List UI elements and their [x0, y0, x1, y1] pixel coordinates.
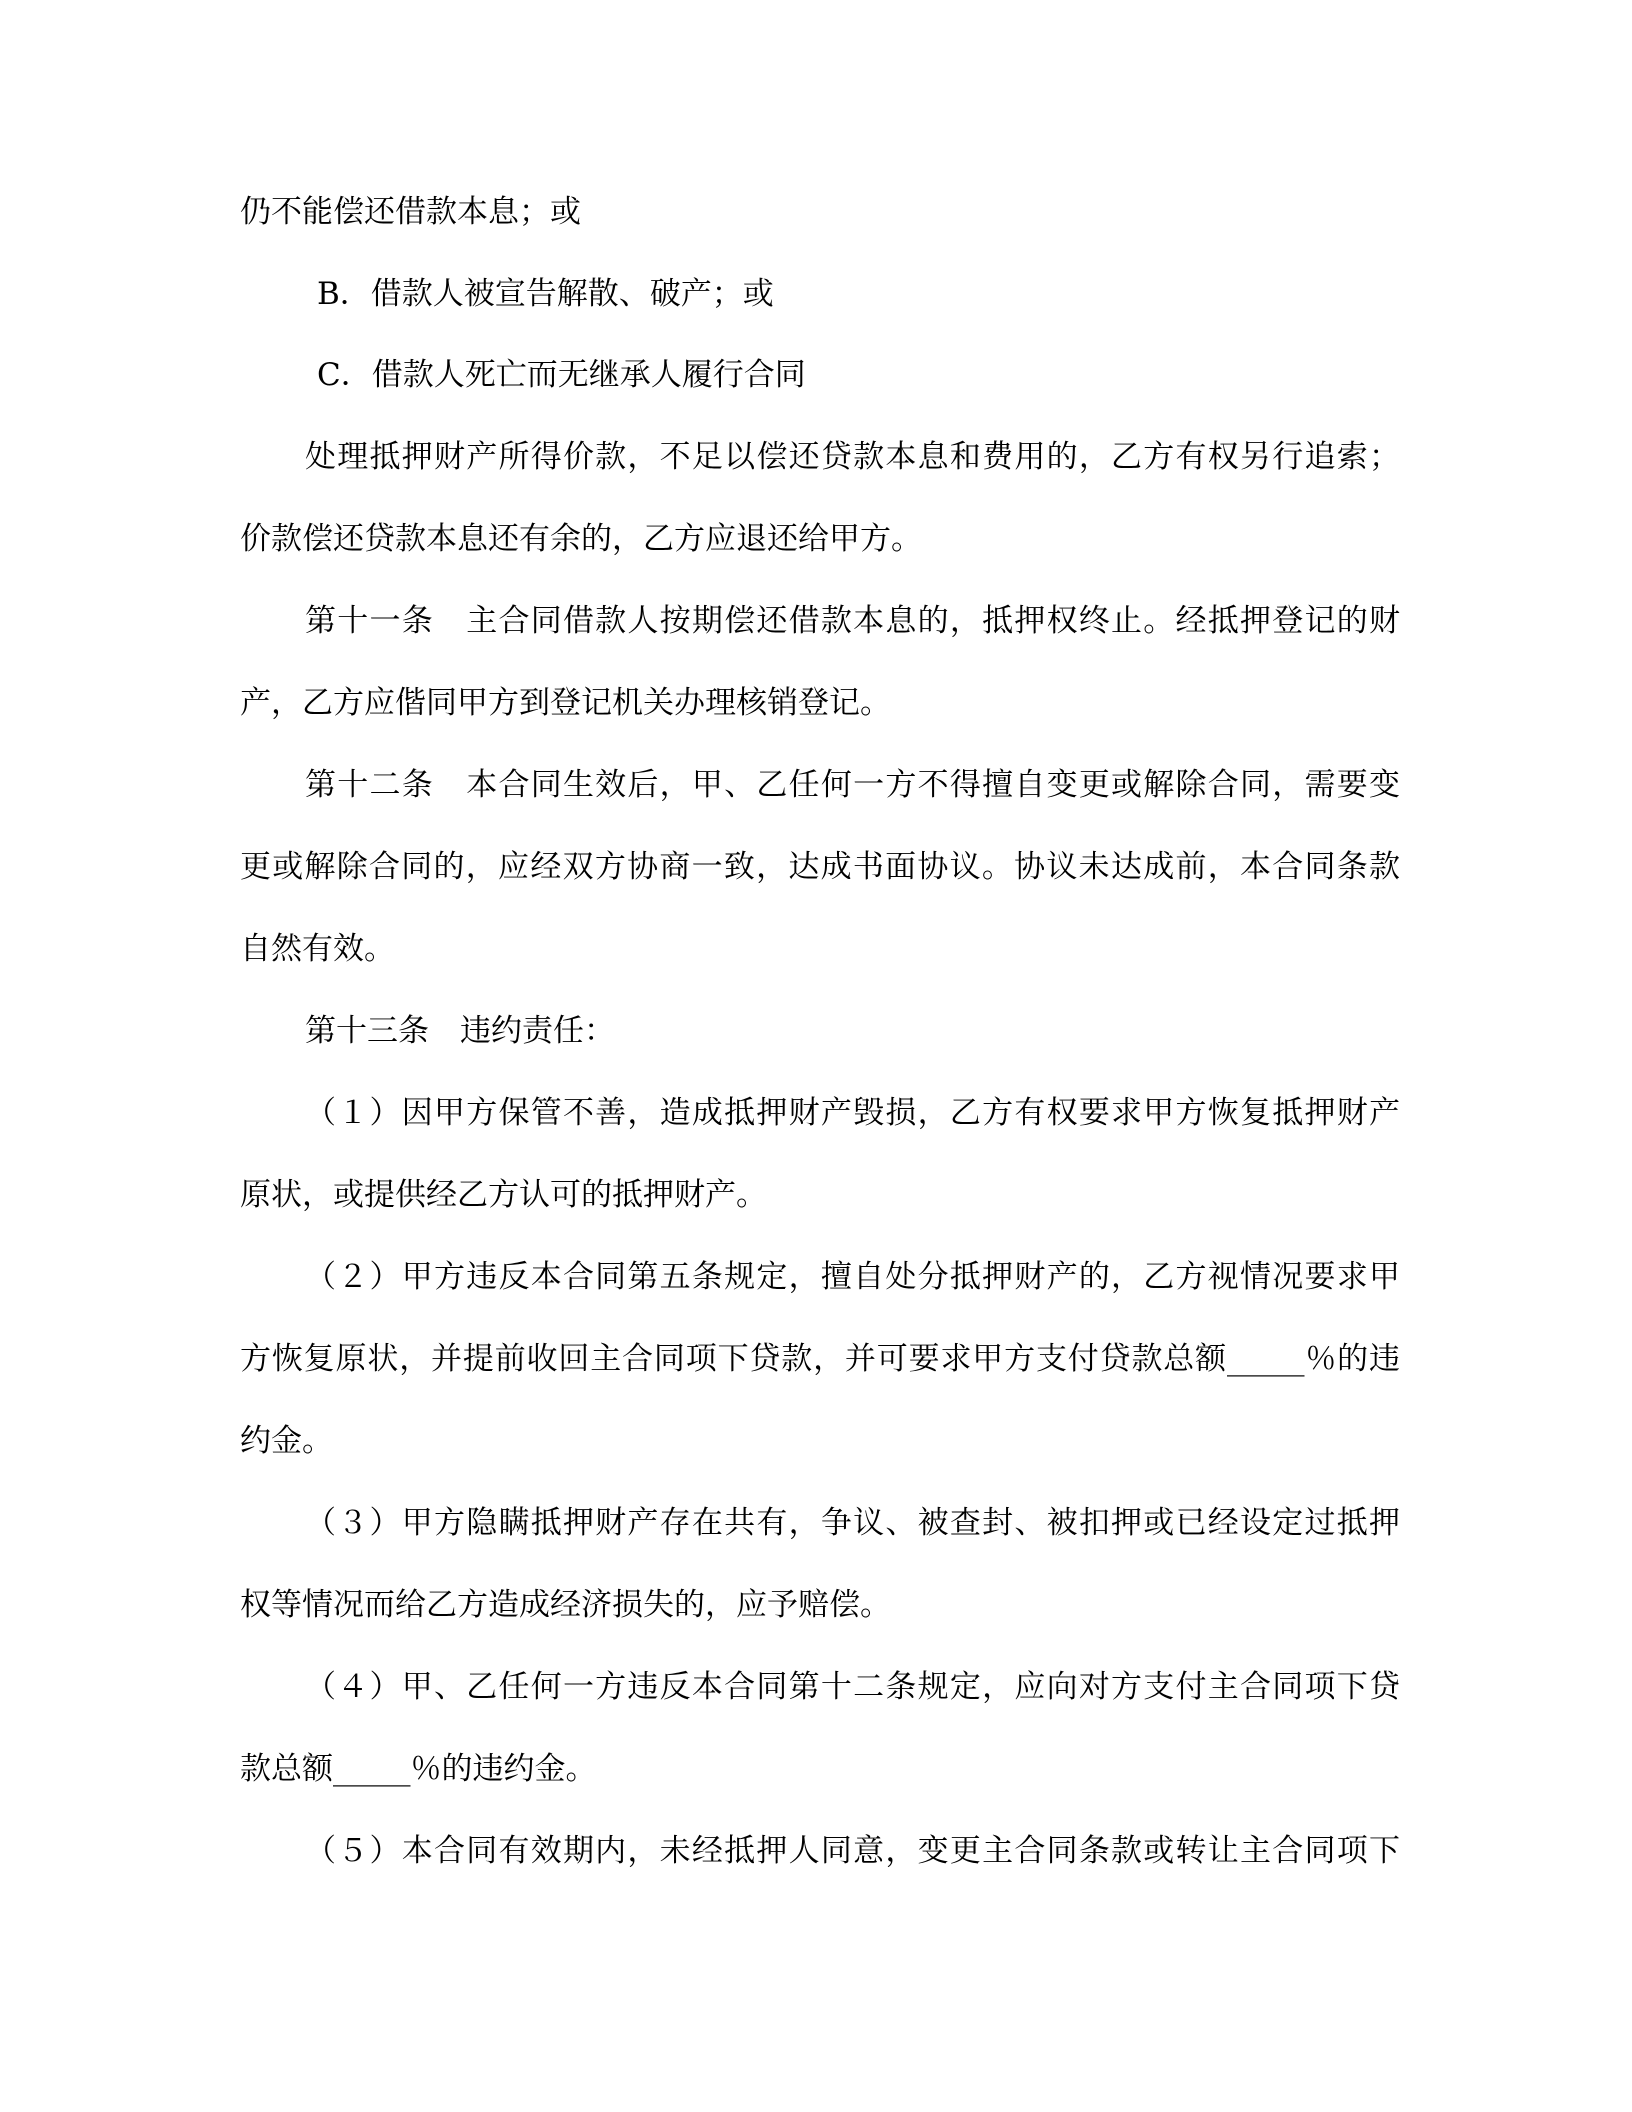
- text-line-13: 原状，或提供经乙方认可的抵押财产。: [240, 1177, 767, 1213]
- text-line-16: 约金。: [240, 1423, 333, 1459]
- text-line-19: （４）甲、乙任何一方违反本合同第十二条规定，应向对方支付主合同项下贷: [305, 1669, 1400, 1705]
- text-line-7: 产，乙方应偕同甲方到登记机关办理核销登记。: [240, 685, 891, 721]
- text-line-10: 自然有效。: [240, 931, 395, 967]
- text-line-17: （３）甲方隐瞒抵押财产存在共有，争议、被查封、被扣押或已经设定过抵押: [305, 1505, 1400, 1541]
- text-line-14: （２）甲方违反本合同第五条规定，擅自处分抵押财产的，乙方视情况要求甲: [305, 1259, 1400, 1295]
- text-line-12: （１）因甲方保管不善，造成抵押财产毁损，乙方有权要求甲方恢复抵押财产: [305, 1095, 1400, 1131]
- text-line-20: 款总额_____％的违约金。: [240, 1751, 597, 1787]
- text-line-2: B．借款人被宣告解散、破产；或: [317, 276, 774, 312]
- text-line-8: 第十二条 本合同生效后，甲、乙任何一方不得擅自变更或解除合同，需要变: [305, 767, 1400, 803]
- text-line-1: 仍不能偿还借款本息；或: [240, 194, 581, 230]
- text-line-6: 第十一条 主合同借款人按期偿还借款本息的，抵押权终止。经抵押登记的财: [305, 603, 1400, 639]
- text-line-9: 更或解除合同的，应经双方协商一致，达成书面协议。协议未达成前，本合同条款: [240, 849, 1400, 885]
- text-line-21: （５）本合同有效期内，未经抵押人同意，变更主合同条款或转让主合同项下: [305, 1833, 1400, 1869]
- text-line-11: 第十三条 违约责任：: [305, 1013, 615, 1049]
- text-line-5: 价款偿还贷款本息还有余的，乙方应退还给甲方。: [240, 521, 922, 557]
- text-line-15: 方恢复原状，并提前收回主合同项下贷款，并可要求甲方支付贷款总额_____％的违: [240, 1341, 1400, 1377]
- text-line-3: C．借款人死亡而无继承人履行合同: [317, 357, 806, 393]
- text-line-18: 权等情况而给乙方造成经济损失的，应予赔偿。: [240, 1587, 891, 1623]
- text-line-4: 处理抵押财产所得价款，不足以偿还贷款本息和费用的，乙方有权另行追索；: [305, 439, 1400, 475]
